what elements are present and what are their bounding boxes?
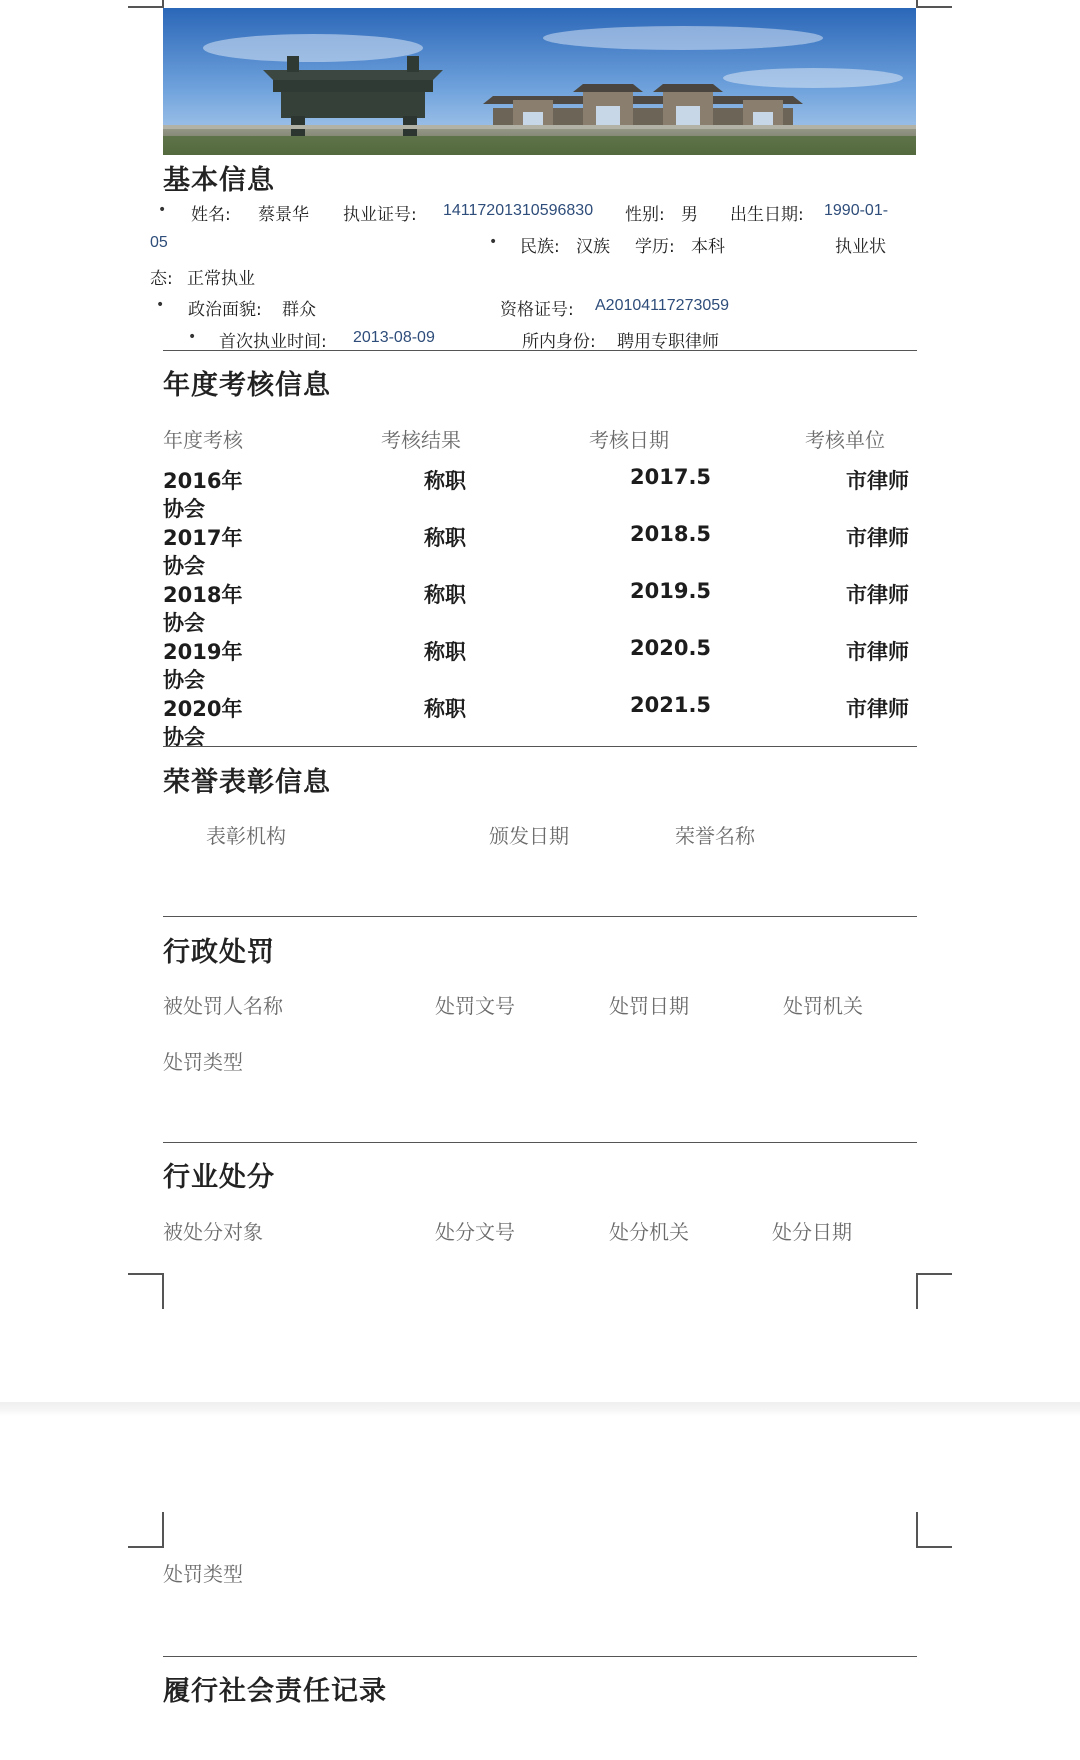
cell-date: 2017.5 — [630, 465, 712, 489]
column-header-sanction-doc-no: 处分文号 — [435, 1220, 515, 1244]
ethnicity-label: 民族: — [520, 237, 560, 257]
status-label: 执业状 — [835, 237, 886, 257]
license-label: 执业证号: — [343, 205, 417, 225]
ethnicity-value: 汉族 — [576, 237, 610, 257]
qualification-label: 资格证号: — [500, 300, 574, 320]
landmark-photo-image — [163, 8, 916, 155]
social-responsibility-title: 履行社会责任记录 — [163, 1676, 387, 1707]
status-value: 正常执业 — [187, 269, 255, 289]
name-label: 姓名: — [191, 205, 231, 225]
cell-year: 2016年 — [163, 469, 243, 493]
cell-result: 称职 — [424, 583, 466, 607]
crop-mark-bottom-left — [128, 1273, 164, 1309]
cell-year: 2020年 — [163, 697, 243, 721]
identity-label: 所内身份: — [522, 332, 596, 352]
birth-value-continued: 05 — [150, 234, 168, 251]
column-header-penalized-party: 被处罚人名称 — [163, 994, 283, 1018]
political-label: 政治面貌: — [188, 300, 262, 320]
column-header-penalty-doc-no: 处罚文号 — [435, 994, 515, 1018]
column-header-unit: 考核单位 — [805, 428, 885, 452]
first-practice-value: 2013-08-09 — [353, 329, 435, 346]
column-header-honor-name: 荣誉名称 — [675, 824, 755, 848]
basic-info-title: 基本信息 — [163, 165, 275, 196]
status-label-continued: 态: — [150, 269, 173, 289]
cell-result: 称职 — [424, 469, 466, 493]
crop-mark-top-left — [128, 1512, 164, 1548]
cell-unit: 市律师 — [846, 640, 909, 664]
cell-date: 2018.5 — [630, 522, 712, 546]
identity-value: 聘用专职律师 — [617, 332, 719, 352]
cell-year: 2019年 — [163, 640, 243, 664]
column-header-date: 考核日期 — [589, 428, 669, 452]
admin-penalty-title: 行政处罚 — [163, 937, 275, 968]
cell-unit: 市律师 — [846, 583, 909, 607]
section-divider — [163, 1656, 917, 1657]
column-header-sanction-authority: 处分机关 — [609, 1220, 689, 1244]
cell-unit-continued: 协会 — [163, 668, 205, 692]
cell-unit: 市律师 — [846, 526, 909, 550]
qualification-value: A20104117273059 — [595, 297, 730, 314]
section-divider — [163, 746, 917, 747]
cell-unit-continued: 协会 — [163, 611, 205, 635]
cell-date: 2019.5 — [630, 579, 712, 603]
cell-year: 2018年 — [163, 583, 243, 607]
section-divider — [163, 916, 917, 917]
education-value: 本科 — [691, 237, 725, 257]
column-header-penalty-type: 处罚类型 — [163, 1562, 243, 1586]
birth-value: 1990-01- — [824, 202, 889, 219]
cell-result: 称职 — [424, 640, 466, 664]
column-header-penalty-authority: 处罚机关 — [783, 994, 863, 1018]
political-value: 群众 — [282, 300, 316, 320]
cell-unit: 市律师 — [846, 697, 909, 721]
page-gap — [0, 1402, 1080, 1416]
cell-date: 2021.5 — [630, 693, 712, 717]
first-practice-label: 首次执业时间: — [219, 332, 327, 352]
honors-title: 荣誉表彰信息 — [163, 767, 331, 798]
cell-result: 称职 — [424, 526, 466, 550]
list-bullet: • — [188, 329, 197, 345]
column-header-penalty-date: 处罚日期 — [609, 994, 689, 1018]
header-photo — [163, 8, 916, 155]
name-value: 蔡景华 — [258, 205, 309, 225]
column-header-sanctioned-party: 被处分对象 — [163, 1220, 263, 1244]
section-divider — [163, 350, 917, 351]
industry-sanction-title: 行业处分 — [163, 1162, 275, 1193]
crop-mark-bottom-right — [916, 1273, 952, 1309]
list-bullet: • — [489, 234, 498, 250]
cell-unit-continued: 协会 — [163, 497, 205, 521]
crop-mark-top-left — [128, 0, 164, 8]
cell-unit-continued: 协会 — [163, 725, 205, 749]
cell-unit: 市律师 — [846, 469, 909, 493]
cell-date: 2020.5 — [630, 636, 712, 660]
column-header-year: 年度考核 — [163, 428, 243, 452]
document-page-2 — [0, 1416, 1080, 1760]
column-header-penalty-type: 处罚类型 — [163, 1050, 243, 1074]
cell-result: 称职 — [424, 697, 466, 721]
gender-label: 性别: — [625, 205, 665, 225]
column-header-issue-date: 颁发日期 — [489, 824, 569, 848]
birth-label: 出生日期: — [730, 205, 804, 225]
column-header-sanction-date: 处分日期 — [772, 1220, 852, 1244]
column-header-result: 考核结果 — [381, 428, 461, 452]
list-bullet: • — [158, 202, 167, 218]
crop-mark-top-right — [916, 0, 952, 8]
crop-mark-top-right — [916, 1512, 952, 1548]
education-label: 学历: — [635, 237, 675, 257]
cell-year: 2017年 — [163, 526, 243, 550]
list-bullet: • — [156, 297, 165, 313]
annual-review-title: 年度考核信息 — [163, 370, 331, 401]
license-value: 14117201310596830 — [443, 202, 594, 219]
section-divider — [163, 1142, 917, 1143]
cell-unit-continued: 协会 — [163, 554, 205, 578]
gender-value: 男 — [681, 205, 698, 225]
column-header-awarding-body: 表彰机构 — [206, 824, 286, 848]
